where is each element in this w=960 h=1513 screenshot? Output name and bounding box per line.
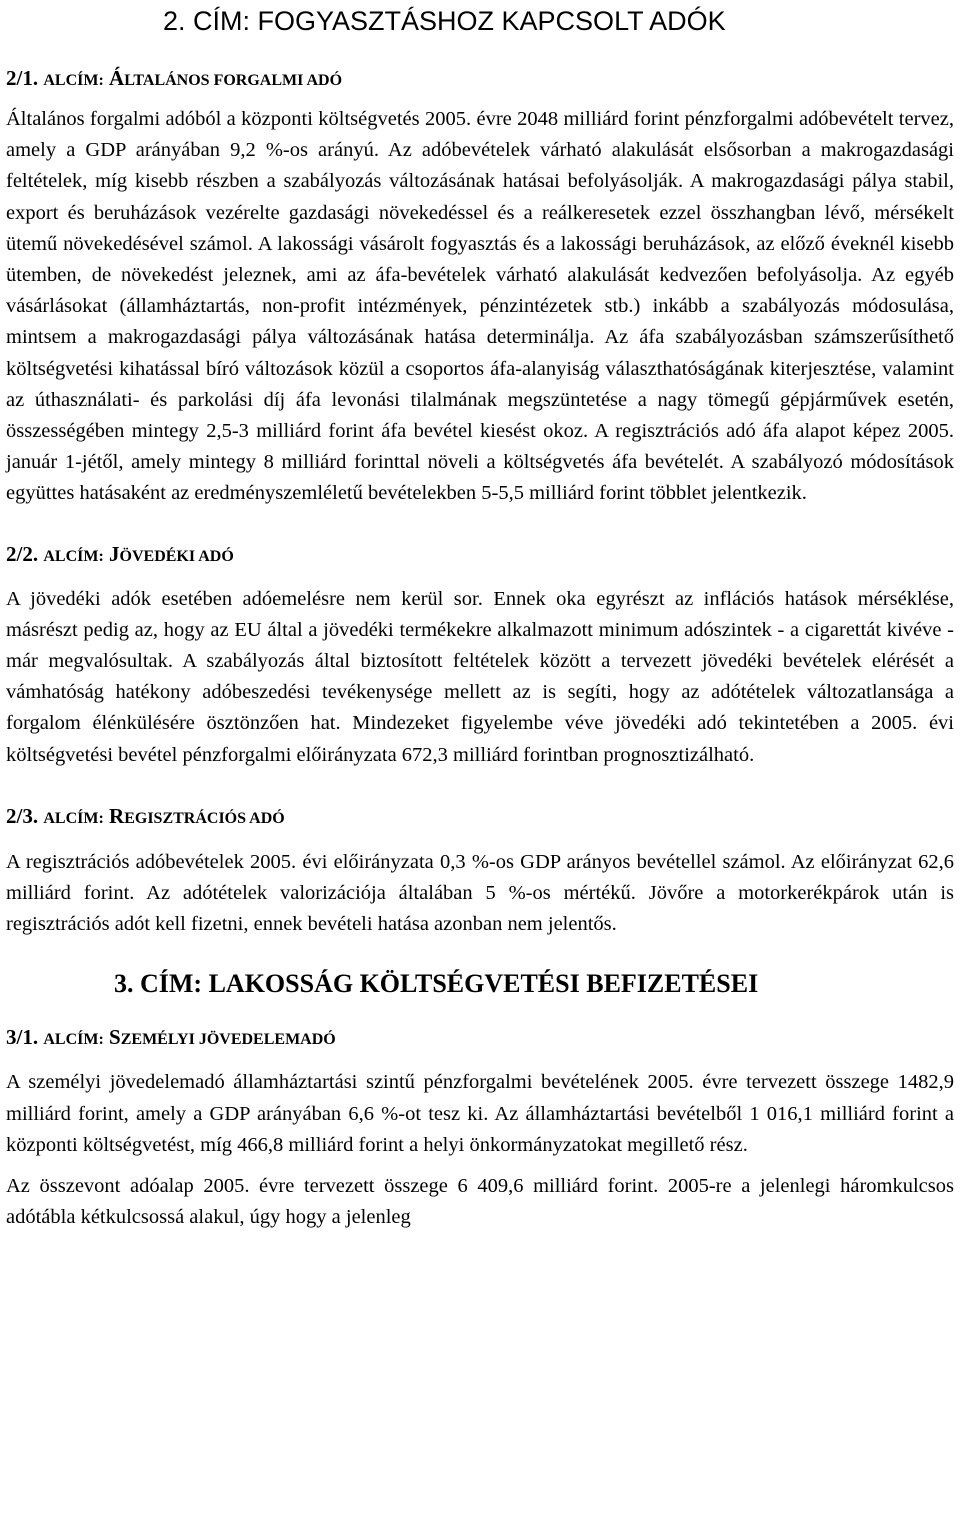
subheading-initial: Á (109, 66, 125, 90)
subheading-number: 2/3. (6, 803, 39, 828)
subheading-prefix: ALCÍM: (43, 1031, 104, 1049)
subheading-3-1 (6, 1023, 954, 1054)
subheading-initial: J (109, 541, 120, 566)
subheading-prefix: ALCÍM: (43, 72, 104, 89)
subheading-title: ÖVEDÉKI ADÓ (119, 547, 234, 565)
subheading-prefix: ALCÍM: (43, 809, 104, 827)
subheading-number: 3/1. (6, 1025, 39, 1050)
chapter-heading-2: 2. CÍM: FOGYASZTÁSHOZ KAPCSOLT ADÓK (163, 6, 726, 36)
paragraph-3-1-continued: Az összevont adóalap 2005. évre tervezett összege 6 409,6 milliárd forint. 2005-re a jelenlegi háromkulcsos adótábla kétkulcsossá alakul, úgy hogy a jelenleg (6, 1175, 954, 1229)
subheading-2-1 (6, 64, 954, 95)
subheading-prefix: ALCÍM: (43, 547, 104, 565)
paragraph-2-2: A jövedéki adók esetében adóemelésre nem kerül sor. Ennek oka egyrészt az inflációs hatások mérséklése, másrészt pedig az, hogy az EU által a jövedéki termékekre alkalmazott minimum adószintek - a cigarettát kivéve - már megvalósultak. A szabályozás által biztosított feltételek között a tervezett jövedéki bevételek elérését a vámhatóság hatékony adóbeszedési tevékenysége mellett az is segíti, hogy az adótételek változatlansága a forgalom élénkülésére ösztönzően hat. Mindezeket figyelembe véve jövedéki adó tekintetében a 2005. évi költségvetési bevétel pénzforgalmi előirányzata 672,3 milliárd forintban prognosztizálható. (6, 587, 954, 766)
paragraph-2-3: A regisztrációs adóbevételek 2005. évi előirányzata 0,3 %-os GDP arányos bevétellel számol. Az előirányzat 62,6 milliárd forint. Az adótételek valorizációja általában 5 %-os mértékű. Jövőre a motorkerékpárok után is regisztrációs adót kell fizetni, ennek bevételi hatása azonban nem jelentős. (6, 850, 954, 936)
subheading-2-3 (6, 802, 954, 833)
chapter-heading-3: 3. CÍM: LAKOSSÁG KÖLTSÉGVETÉSI BEFIZETÉSEI (114, 969, 759, 999)
subheading-number: 2/1. (6, 66, 39, 90)
subheading-initial: S (109, 1025, 121, 1050)
subheading-number: 2/2. (6, 541, 39, 566)
subheading-title: ZEMÉLYI JÖVEDELEMADÓ (120, 1031, 336, 1049)
subheading-2-2 (6, 540, 954, 571)
paragraph-3-1: A személyi jövedelemadó államháztartási szintű pénzforgalmi bevételének 2005. évre tervezett összege 1482,9 milliárd forint, amely a GDP arányában 6,6 %-ot tesz ki. Az államháztartási bevételből 1 016,1 milliárd forint a központi költségvetést, míg 466,8 milliárd forint a helyi önkormányzatokat megillető rész. (6, 1071, 954, 1156)
subheading-title: LTALÁNOS FORGALMI ADÓ (124, 72, 343, 89)
subheading-title: EGISZTRÁCIÓS ADÓ (124, 809, 285, 827)
subheading-initial: R (109, 803, 125, 828)
document-page (6, 0, 954, 1233)
paragraph-2-1: Általános forgalmi adóból a központi költségvetés 2005. évre 2048 milliárd forint pénzforgalmi adóbevételt tervez, amely a GDP arányában 9,2 %-os arányú. Az adóbevételek várható alakulását elsősorban a makrogazdasági feltételek, míg kisebb részben a szabályozás változásának hatásai befolyásolják. A makrogazdasági pálya stabil, export és beruházások vezérelte gazdasági növekedéssel és a reálkeresetek ezzel összhangban lévő, mérsékelt ütemű növekedésével számol. A lakossági vásárolt fogyasztás és a lakossági beruházások, az előző éveknél kisebb ütemben, de növekedést jeleznek, ami az áfa-bevételek várható alakulását kedvezően befolyásolja. Az egyéb vásárlásokat (államháztartás, non-profit intézmények, pénzintézetek stb.) inkább a szabályozás módosulása, mintsem a makrogazdasági pálya változásának hatása determinálja. Az áfa szabályozásban számszerűsíthető költségvetési kihatással bíró változások közül a csoportos áfa-alanyiság választhatóságának kiterjesztése, valamint az úthasználati- és parkolási díj áfa levonási tilalmának megszüntetése a nagy tömegű gépjárművek esetén, összességében mintegy 2,5-3 milliárd forint áfa bevétel kiesést okoz. A regisztrációs adó áfa alapot képez 2005. január 1-jétől, amely mintegy 8 milliárd forinttal növeli a költségvetés áfa bevételét. A szabályozó módosítások együttes hatásaként az eredményszemléletű bevételekben 5-5,5 milliárd forint többlet jelentkezik. (6, 108, 954, 505)
